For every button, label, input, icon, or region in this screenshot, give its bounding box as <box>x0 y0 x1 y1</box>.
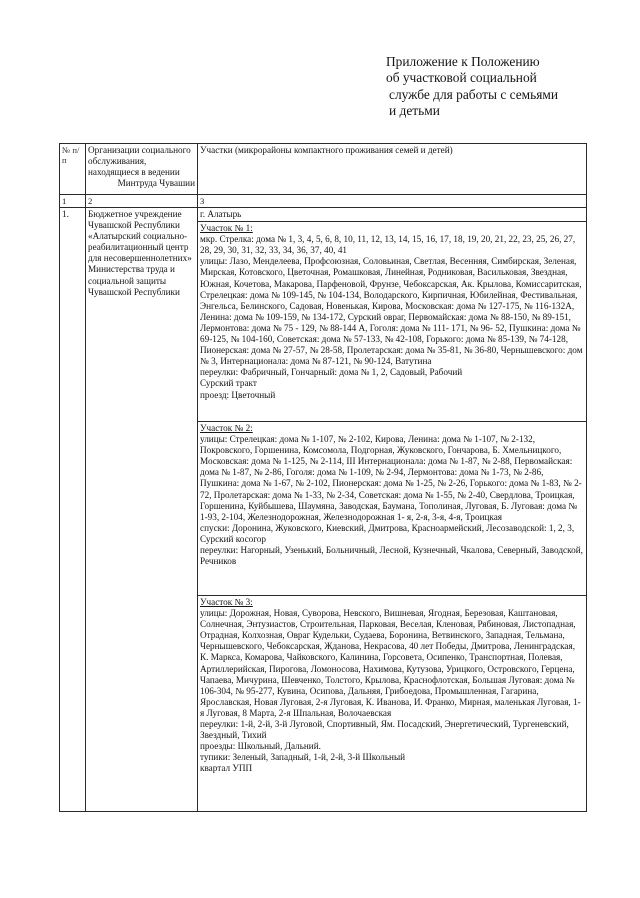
area-text: улицы: Стрелецкая: дома № 1-107, № 2-102, Кирова, Ленина: дома № 1-107, № 2-132, Покровского, Горшенина, Комсомола, Подгорная, Жуковского, Гончарова, Б. Хмельницкого, Московская: дома № 1-125, № 2-114, III Интернационала: дома № 1-87, № 2-88, Первомайская: дома № 1-87, № 2-86, Гоголя: дома № 1-109, № 2-94, Лермонтова: дома № 1-73, № 2-86, Пушкина: дома № 1-67, № 2-102, Пионерская: дома № 1-25, № 2-26, Горького: дома № 1-83, № 2-72, Пролетарская: дома № 1-33, № 2-34, Советская: дома № 1-55, № 2-40, Свердлова, Троицкая, Горшенина, Куйбышева, Шаумяна, Заводская, Баумана, Тополиная, Луговая, Б. Луговая: дома № 1-93, 2-104, Железнодорожная, Железнодорожная 1- я, 2-я, 3-я, 4-я, Троицкая <box>200 434 582 522</box>
row-number: 1. <box>60 208 86 812</box>
header-row <box>60 144 587 195</box>
col-number: 2 <box>86 195 198 208</box>
column-number-row <box>60 195 587 208</box>
header-areas: Участки (микрорайоны компактного проживания семей и детей) <box>198 144 587 195</box>
appendix-line: об участковой социальной <box>386 70 537 86</box>
area-cell-2 <box>198 422 587 596</box>
organization-name: Бюджетное учреждение Чувашской Республики «Алатырский социально-реабилитационный центр для несовершеннолетних» Министерства труда и социальной защиты Чувашской Республики <box>86 208 198 812</box>
area-text: мкр. Стрелка: дома № 1, 3, 4, 5, 6, 8, 10, 11, 12, 13, 14, 15, 16, 17, 18, 19, 20, 21, 22, 23, 25, 26, 27, 28, 29, 30, 31, 32, 33, 34, 36, 37, 40, 41 <box>200 234 576 256</box>
area-title: Участок № 2: <box>200 423 253 433</box>
area-text: улицы: Дорожная, Новая, Суворова, Невского, Вишневая, Ягодная, Березовая, Каштановая, Солнечная, Энтузиастов, Строительная, Парковая, Веселая, Кленовая, Рябиновая, Листопадная, Отрадная, Колхозная, Овраг Кудельки, Судаева, Боронина, Ветвинского, Западная, Тельмана, Чернышевского, Чебоксарская, Жданова, Некрасова, 40 лет Победы, Дмитрова, Ленинградская, К. Маркса, Комарова, Чайковского, Калинина, Горсовета, Осипенко, Транспортная, Полевая, Артиллерийская, Пирогова, Ломоносова, Нахимова, Кутузова, Урицкого, Островского, Герцена, Чапаева, Мичурина, Шевченко, Толстого, Крылова, Краснофлотская, Большая Луговая: дома № 106-304, № 95-277, Кувина, Осипова, Дальняя, Грибоедова, Промышленная, Гагарина, Ярославская, Новая Луговая, 2-я Луговая, К. Иванова, И. Франко, Мирная, маленькая Луговая, 1-я Луговая, 8 Марта, 2-я Шпальная, Волочаевская <box>200 608 581 718</box>
header-org: Организации социального обслуживания, находящиеся в ведении Минтруда Чувашии <box>86 144 198 195</box>
city-name: г. Алатырь <box>198 208 586 222</box>
col-number: 1 <box>60 195 86 208</box>
area-text: проезды: Школьный, Дальний. <box>200 741 321 752</box>
appendix-note <box>386 54 626 120</box>
areas-table <box>59 143 587 812</box>
area-text: спуски: Доронина, Жуковского, Киевский, Дмитрова, Красноармейский, Лесозаводской: 1, 2, 3, Сурский косогор <box>200 522 575 544</box>
appendix-line: Приложение к Положению <box>386 54 540 69</box>
area-text: улицы: Лазо, Менделеева, Профсоюзная, Соловьиная, Светлая, Весенняя, Симбирская, Зеленая, Мирская, Котовского, Цветочная, Ромашковая, Линейная, Родниковая, Васильковая, Звездная, Южная, Кочетова, Макарова, Парфеновой, Фрунзе, Чебоксарская, Ак. Крылова, Комиссаритская, Стрелецкая: дома № 109-145, № 104-134, Володарского, Кирпичная, Юбилейная, Фестивальная, Энгельса, Белинского, Садовая, Новенькая, Кирова, Московская: дома № 127-175, № 116-132А, Ленина: дома № 109-159, № 134-172, Сурский овраг, Первомайская: дома № 88-150, № 89-151, Лермонтова: дома № 75 - 129, № 88-144 А, Гоголя: дома № 111- 171, № 96- 52, Пушкина: дома № 69-125, № 104-160, Советская: дома № 57-133, № 42-108, Горького: дома № 85-139, № 74-128, Пионерская: дома № 27-57, № 28-58, Пролетарская: дома № 35-81, № 36-80, Чернышевского: дом № 3, Интернационала: дома № 87-121, № 90-124, Ватутина <box>200 256 583 367</box>
area-text: тупики: Зеленый, Западный, 1-й, 2-й, 3-й Школьный <box>200 752 406 763</box>
area-text: проезд: Цветочный <box>200 389 276 400</box>
area-title: Участок № 1: <box>200 223 253 234</box>
area-text: переулки: Фабричный, Гончарный: дома № 1, 2, Садовый, Рабочий <box>200 367 463 378</box>
area-text: квартал УПП <box>200 763 253 774</box>
area-cell-1 <box>198 208 587 422</box>
appendix-line: и детьми <box>389 103 440 119</box>
area-text: переулки: 1-й, 2-й, 3-й Луговой, Спортивный, Ям. Посадский, Энергетический, Тургеневский, Звездный, Тихий <box>200 719 569 741</box>
area-text: переулки: Нагорный, Узенький, Больничный, Лесной, Кузнечный, Чкалова, Северный, Заводской, Речников <box>200 545 583 567</box>
col-number: 3 <box>198 195 587 208</box>
area-cell-3 <box>198 596 587 812</box>
table-row <box>60 208 587 422</box>
area-text: Сурский тракт <box>200 378 257 389</box>
area-title: Участок № 3: <box>200 597 253 607</box>
appendix-line: службе для работы с семьями <box>389 86 559 102</box>
header-num: № п/п <box>60 144 86 195</box>
